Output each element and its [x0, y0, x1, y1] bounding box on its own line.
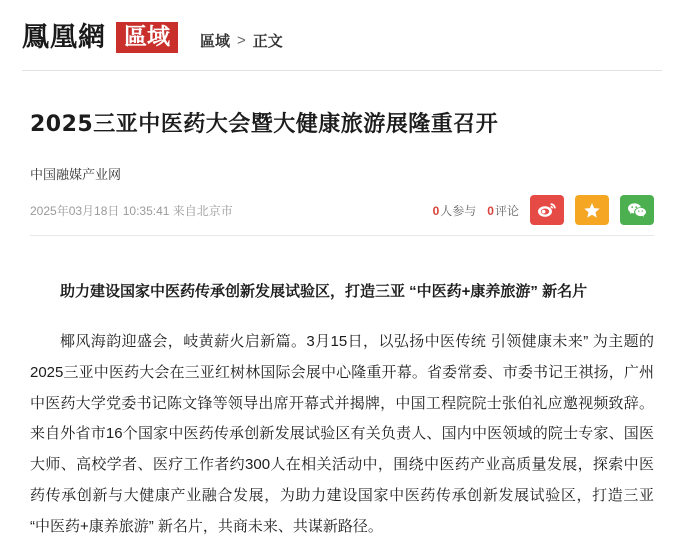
comment-count: 0: [487, 203, 494, 218]
participation-count: 0: [432, 203, 440, 218]
participation-label: 人参与: [440, 203, 477, 218]
site-logo-badge[interactable]: 區域: [116, 22, 178, 53]
weibo-icon: [537, 202, 557, 218]
page-title: 2025三亚中医药大会暨大健康旅游展隆重召开: [30, 112, 499, 137]
article-meta-row: [30, 195, 654, 236]
wechat-share-button[interactable]: [620, 195, 654, 225]
article-paragraph: 椰风海韵迎盛会，岐黄薪火启新篇。3月15日，以弘扬中医传统 引领健康未来” 为主题的2025三亚中医药大会在三亚红树林国际会展中心隆重开幕。省委常委、市委书记王祺扬，广州中医药大学党委书记陈文锋等领导出席开幕式并揭牌，中国工程院院士张伯礼应邀视频致辞。来自外省市16个国家中医药传承创新发展试验区有关负责人、国内中医领域的院士专家、国医大师、高校学者、医疗工作者约300人在相关活动中，围绕中医药产业高质量发展，探索中医药传承创新与大健康产业融合发展，为助力建设国家中医药传承创新发展试验区，打造三亚 “中医药+康养旅游” 新名片，共商未来、共谋新路径。: [30, 333, 654, 535]
star-icon: [583, 202, 601, 219]
participation-counter: [433, 202, 477, 219]
breadcrumb-separator: >: [237, 31, 246, 49]
site-logo-text[interactable]: 鳳凰網: [22, 21, 106, 53]
header-divider: [22, 70, 662, 71]
comment-label: 评论: [494, 203, 519, 218]
article-actions: [433, 195, 654, 225]
wechat-icon: [627, 202, 647, 219]
article-container: [0, 107, 684, 542]
article-datetime: 2025年03月18日 10:35:41 来自北京市: [30, 203, 233, 218]
breadcrumb-item-region[interactable]: 區域: [200, 32, 231, 50]
comment-counter[interactable]: [487, 202, 519, 219]
article-lead: 助力建设国家中医药传承创新发展试验区，打造三亚 “中医药+康养旅游” 新名片: [60, 283, 588, 300]
favorite-button[interactable]: [575, 195, 609, 225]
breadcrumb: [200, 24, 283, 51]
site-header: [0, 0, 684, 70]
article-source[interactable]: 中国融媒产业网: [30, 167, 122, 182]
breadcrumb-item-article[interactable]: 正文: [252, 32, 283, 50]
weibo-share-button[interactable]: [530, 195, 564, 225]
